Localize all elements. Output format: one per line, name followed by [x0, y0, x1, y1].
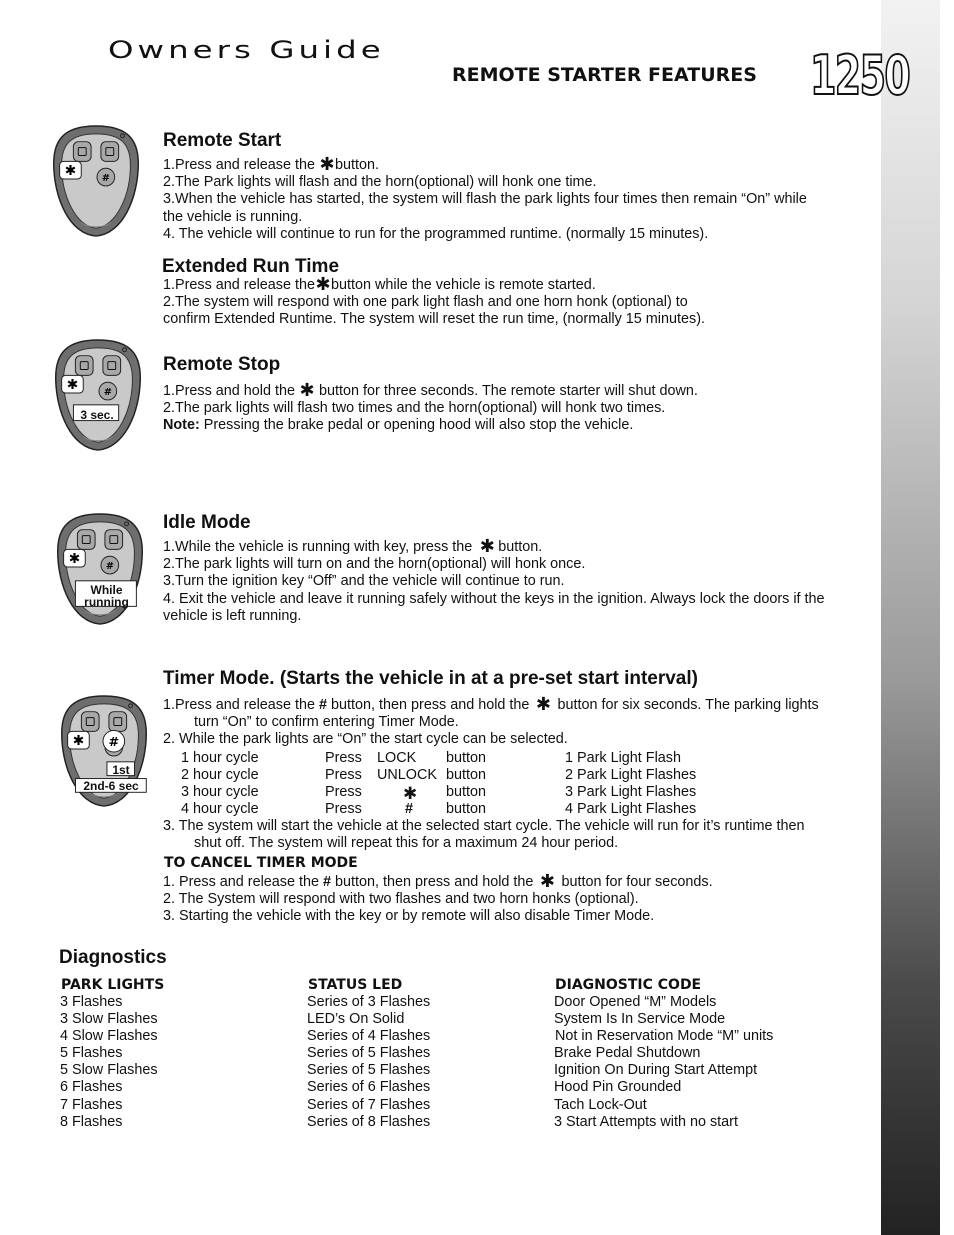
hash-icon: # — [405, 801, 414, 817]
cycle-press: Press — [325, 784, 362, 800]
status-led-column: Series of 3 Flashes LED’s On Solid Series of 4 Flashes Series of 5 Flashes Series of 5 Flashes Series of 6 Flashes Series of 7 Flashes Series of 8 Flashes — [307, 994, 431, 1130]
guide-title: Owners Guide — [108, 36, 385, 64]
remote-label: 1st — [112, 763, 130, 777]
svg-text:✱: ✱ — [68, 551, 81, 568]
section-title-idle-mode: Idle Mode — [163, 512, 251, 533]
timer-mode-instructions: 1.Press and release the # button, then press and hold the ✱ button for six seconds. The parking lights turn “On” to confirm entering Timer Mode. 2. While the park lights are “On” the start cycle can be selected. — [163, 694, 819, 748]
remote-label: 2nd-6 sec — [83, 779, 139, 793]
remote-fob-image — [58, 694, 150, 810]
section-title-diagnostics: Diagnostics — [59, 947, 167, 968]
column-header: PARK LIGHTS — [61, 977, 165, 993]
cancel-timer-title: TO CANCEL TIMER MODE — [164, 855, 358, 871]
remote-label: 3 sec. — [80, 408, 114, 422]
cycle-button-word: button — [446, 750, 487, 766]
cycle-button-name: UNLOCK — [377, 767, 437, 783]
section-title-extended-run: Extended Run Time — [162, 256, 340, 277]
model-number: 1250 — [810, 44, 910, 107]
timer-mode-notes: 3. The system will start the vehicle at the selected start cycle. The vehicle will run for it’s runtime then shut off. The system will repeat this for a maximum 24 hour period. — [163, 818, 805, 852]
star-icon: ✱ — [539, 871, 555, 891]
remote-fob-image — [52, 338, 144, 454]
cycle-press: Press — [325, 750, 362, 766]
cancel-timer-instructions: 1. Press and release the # button, then press and hold the ✱ button for four seconds. 2. The System will respond with two flashes and two horn honks (optional). 3. Starting the vehicle with the key or by remote will also disable Timer Mode. — [163, 871, 713, 925]
cycle-result: 2 Park Light Flashes — [565, 767, 697, 783]
star-icon: ✱ — [403, 784, 418, 803]
star-icon: ✱ — [299, 380, 315, 400]
extended-run-instructions: 1.Press and release the✱button while the vehicle is remote started. 2.The system will respond with one park light flash and one horn honk (optional) to confirm Extended Runtime. The system will reset the run time, (normally 15 minutes). — [163, 274, 705, 328]
remote-start-instructions: 1.Press and release the ✱button. 2.The Park lights will flash and the horn(optional) will honk one time. 3.When the vehicle has started, the system will flash the park lights four times then remain “On” while the vehicle is running. 4. The vehicle will continue to run for the programmed runtime. (normally 15 minutes). — [163, 154, 807, 242]
star-icon: ✱ — [319, 154, 335, 174]
cycle-result: 4 Park Light Flashes — [565, 801, 697, 817]
remote-label: While running — [84, 583, 129, 609]
cycle-label: 1 hour cycle — [181, 750, 259, 766]
cycle-button-name: LOCK — [377, 750, 417, 766]
cycle-press: Press — [325, 767, 362, 783]
cycle-press: Press — [325, 801, 362, 817]
svg-text:#: # — [108, 735, 120, 751]
svg-text:✱: ✱ — [66, 377, 79, 394]
star-icon: ✱ — [479, 536, 495, 556]
star-icon: ✱ — [315, 274, 331, 294]
cycle-button-word: button — [446, 767, 487, 783]
column-header: DIAGNOSTIC CODE — [555, 977, 702, 993]
cycle-label: 4 hour cycle — [181, 801, 259, 817]
remote-fob-image — [54, 512, 146, 628]
remote-stop-instructions: 1.Press and hold the ✱ button for three seconds. The remote starter will shut down. 2.The park lights will flash two times and the horn(optional) will honk two times. Note: Pressing the brake pedal or opening hood will also stop the vehicle. — [163, 380, 698, 434]
section-title-remote-start: Remote Start — [163, 130, 282, 151]
cycle-button-word: button — [446, 784, 487, 800]
cycle-label: 3 hour cycle — [181, 784, 259, 800]
remote-fob-image — [50, 124, 142, 240]
cycle-result: 1 Park Light Flash — [565, 750, 681, 766]
diagnostic-code-column: Door Opened “M” Models System Is In Service Mode Not in Reservation Mode “M” units Brake Pedal Shutdown Ignition On During Start Attempt Hood Pin Grounded Tach Lock-Out 3 Start Attempts with no start — [554, 994, 774, 1130]
column-header: STATUS LED — [308, 977, 403, 993]
cycle-label: 2 hour cycle — [181, 767, 259, 783]
idle-mode-instructions: 1.While the vehicle is running with key, press the ✱ button. 2.The park lights will turn on and the horn(optional) will honk once. 3.Turn the ignition key “Off” and the vehicle will continue to run. 4. Exit the vehicle and leave it running safely without the keys in the ignition. Always lock the doors if the vehicle is left running. — [163, 536, 825, 624]
cycle-result: 3 Park Light Flashes — [565, 784, 697, 800]
page-title: REMOTE STARTER FEATURES — [452, 64, 757, 86]
cycle-button-word: button — [446, 801, 487, 817]
star-icon: ✱ — [535, 694, 551, 714]
section-title-timer-mode: Timer Mode. (Starts the vehicle in at a pre-set start interval) — [163, 668, 698, 689]
park-lights-column: 3 Flashes 3 Slow Flashes 4 Slow Flashes 5 Flashes 5 Slow Flashes 6 Flashes 7 Flashes 8 Flashes — [60, 994, 158, 1130]
gradient-side-bar — [881, 0, 940, 1235]
svg-text:✱: ✱ — [72, 733, 85, 750]
section-title-remote-stop: Remote Stop — [163, 354, 281, 375]
svg-text:✱: ✱ — [64, 163, 77, 180]
